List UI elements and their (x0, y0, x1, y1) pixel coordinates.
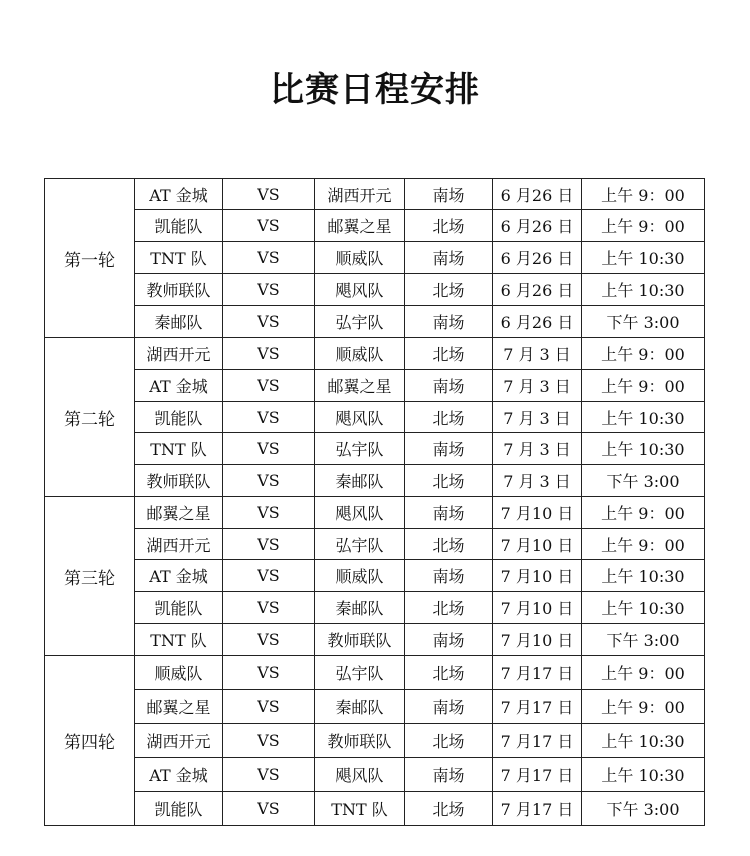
time-cell: 上午 10:30 (582, 402, 705, 433)
round-label: 第二轮 (45, 338, 135, 497)
vs-cell: VS (223, 758, 315, 792)
round-label: 第三轮 (45, 497, 135, 656)
venue-cell: 北场 (405, 338, 493, 370)
match-row (45, 179, 705, 210)
venue-cell: 北场 (405, 529, 493, 560)
match-row (45, 724, 705, 758)
venue-cell: 北场 (405, 402, 493, 433)
venue-cell: 北场 (405, 592, 493, 624)
venue-cell: 北场 (405, 656, 493, 690)
vs-cell: VS (223, 792, 315, 826)
match-row (45, 370, 705, 402)
time-cell: 上午 9：00 (582, 497, 705, 529)
home-team-cell: 邮翼之星 (135, 497, 223, 529)
venue-cell: 南场 (405, 179, 493, 210)
home-team-cell: 湖西开元 (135, 338, 223, 370)
date-cell: 6 月26 日 (493, 179, 582, 210)
home-team-cell: AT 金城 (135, 179, 223, 210)
match-row (45, 758, 705, 792)
home-team-cell: 湖西开元 (135, 724, 223, 758)
match-row (45, 210, 705, 242)
venue-cell: 南场 (405, 690, 493, 724)
home-team-cell: 教师联队 (135, 465, 223, 497)
date-cell: 7 月10 日 (493, 624, 582, 656)
match-row (45, 624, 705, 656)
away-team-cell: 邮翼之星 (315, 210, 405, 242)
date-cell: 7 月17 日 (493, 690, 582, 724)
vs-cell: VS (223, 529, 315, 560)
date-cell: 7 月17 日 (493, 656, 582, 690)
venue-cell: 南场 (405, 624, 493, 656)
vs-cell: VS (223, 656, 315, 690)
date-cell: 7 月17 日 (493, 792, 582, 826)
time-cell: 上午 9：00 (582, 656, 705, 690)
vs-cell: VS (223, 624, 315, 656)
venue-cell: 北场 (405, 792, 493, 826)
away-team-cell: 秦邮队 (315, 465, 405, 497)
away-team-cell: 飓风队 (315, 274, 405, 306)
time-cell: 上午 9：00 (582, 179, 705, 210)
date-cell: 7 月 3 日 (493, 433, 582, 465)
away-team-cell: 邮翼之星 (315, 370, 405, 402)
date-cell: 7 月17 日 (493, 758, 582, 792)
match-row (45, 402, 705, 433)
home-team-cell: TNT 队 (135, 242, 223, 274)
away-team-cell: 顺威队 (315, 242, 405, 274)
time-cell: 上午 10:30 (582, 758, 705, 792)
home-team-cell: 凯能队 (135, 402, 223, 433)
match-row (45, 274, 705, 306)
date-cell: 6 月26 日 (493, 274, 582, 306)
away-team-cell: 教师联队 (315, 624, 405, 656)
vs-cell: VS (223, 402, 315, 433)
time-cell: 上午 10:30 (582, 724, 705, 758)
match-row (45, 529, 705, 560)
date-cell: 7 月10 日 (493, 497, 582, 529)
away-team-cell: 飓风队 (315, 497, 405, 529)
time-cell: 上午 9：00 (582, 370, 705, 402)
venue-cell: 南场 (405, 306, 493, 338)
home-team-cell: 秦邮队 (135, 306, 223, 338)
venue-cell: 北场 (405, 274, 493, 306)
away-team-cell: 弘宇队 (315, 306, 405, 338)
time-cell: 上午 10:30 (582, 274, 705, 306)
away-team-cell: 飓风队 (315, 758, 405, 792)
home-team-cell: 顺威队 (135, 656, 223, 690)
match-row (45, 792, 705, 826)
time-cell: 上午 10:30 (582, 433, 705, 465)
match-row (45, 656, 705, 690)
date-cell: 7 月10 日 (493, 592, 582, 624)
date-cell: 7 月 3 日 (493, 370, 582, 402)
vs-cell: VS (223, 370, 315, 402)
time-cell: 下午 3:00 (582, 306, 705, 338)
vs-cell: VS (223, 433, 315, 465)
home-team-cell: AT 金城 (135, 370, 223, 402)
home-team-cell: TNT 队 (135, 624, 223, 656)
time-cell: 上午 9：00 (582, 690, 705, 724)
away-team-cell: 飓风队 (315, 402, 405, 433)
match-row (45, 690, 705, 724)
away-team-cell: 弘宇队 (315, 656, 405, 690)
match-row (45, 465, 705, 497)
time-cell: 下午 3:00 (582, 792, 705, 826)
date-cell: 7 月 3 日 (493, 465, 582, 497)
away-team-cell: 秦邮队 (315, 690, 405, 724)
date-cell: 7 月10 日 (493, 560, 582, 592)
home-team-cell: TNT 队 (135, 433, 223, 465)
time-cell: 上午 10:30 (582, 592, 705, 624)
time-cell: 上午 9：00 (582, 529, 705, 560)
away-team-cell: 顺威队 (315, 338, 405, 370)
match-row (45, 306, 705, 338)
away-team-cell: 教师联队 (315, 724, 405, 758)
away-team-cell: 弘宇队 (315, 433, 405, 465)
away-team-cell: 弘宇队 (315, 529, 405, 560)
date-cell: 7 月 3 日 (493, 338, 582, 370)
date-cell: 6 月26 日 (493, 242, 582, 274)
match-row (45, 242, 705, 274)
match-row (45, 497, 705, 529)
vs-cell: VS (223, 306, 315, 338)
venue-cell: 南场 (405, 370, 493, 402)
vs-cell: VS (223, 465, 315, 497)
page-title: 比赛日程安排 (270, 70, 480, 110)
match-row (45, 433, 705, 465)
date-cell: 6 月26 日 (493, 210, 582, 242)
date-cell: 7 月10 日 (493, 529, 582, 560)
time-cell: 上午 10:30 (582, 560, 705, 592)
vs-cell: VS (223, 242, 315, 274)
time-cell: 上午 10:30 (582, 242, 705, 274)
vs-cell: VS (223, 592, 315, 624)
away-team-cell: 秦邮队 (315, 592, 405, 624)
venue-cell: 南场 (405, 433, 493, 465)
vs-cell: VS (223, 179, 315, 210)
venue-cell: 南场 (405, 560, 493, 592)
vs-cell: VS (223, 210, 315, 242)
venue-cell: 南场 (405, 758, 493, 792)
time-cell: 上午 9：00 (582, 210, 705, 242)
vs-cell: VS (223, 690, 315, 724)
venue-cell: 南场 (405, 497, 493, 529)
venue-cell: 北场 (405, 724, 493, 758)
home-team-cell: 凯能队 (135, 210, 223, 242)
home-team-cell: 湖西开元 (135, 529, 223, 560)
home-team-cell: 教师联队 (135, 274, 223, 306)
vs-cell: VS (223, 338, 315, 370)
venue-cell: 北场 (405, 210, 493, 242)
away-team-cell: 湖西开元 (315, 179, 405, 210)
home-team-cell: AT 金城 (135, 758, 223, 792)
home-team-cell: 凯能队 (135, 592, 223, 624)
away-team-cell: 顺威队 (315, 560, 405, 592)
venue-cell: 北场 (405, 465, 493, 497)
home-team-cell: 邮翼之星 (135, 690, 223, 724)
home-team-cell: 凯能队 (135, 792, 223, 826)
vs-cell: VS (223, 497, 315, 529)
round-label: 第一轮 (45, 179, 135, 338)
time-cell: 上午 9：00 (582, 338, 705, 370)
schedule-table-body (45, 179, 705, 826)
vs-cell: VS (223, 724, 315, 758)
vs-cell: VS (223, 560, 315, 592)
date-cell: 7 月 3 日 (493, 402, 582, 433)
date-cell: 6 月26 日 (493, 306, 582, 338)
date-cell: 7 月17 日 (493, 724, 582, 758)
match-row (45, 560, 705, 592)
round-label: 第四轮 (45, 656, 135, 826)
vs-cell: VS (223, 274, 315, 306)
venue-cell: 南场 (405, 242, 493, 274)
home-team-cell: AT 金城 (135, 560, 223, 592)
away-team-cell: TNT 队 (315, 792, 405, 826)
time-cell: 下午 3:00 (582, 465, 705, 497)
schedule-table (44, 178, 705, 826)
match-row (45, 338, 705, 370)
match-row (45, 592, 705, 624)
time-cell: 下午 3:00 (582, 624, 705, 656)
